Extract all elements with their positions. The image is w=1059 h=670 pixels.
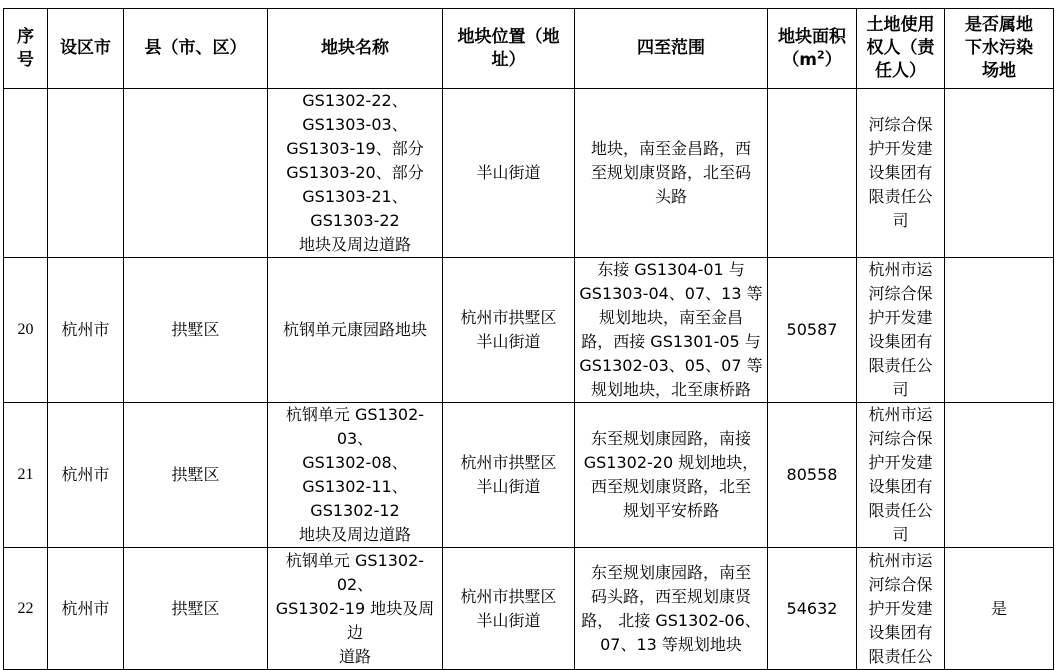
cell-area: 80558	[768, 403, 857, 548]
table-row	[4, 89, 1054, 258]
header-city: 设区市	[48, 9, 124, 89]
header-groundwater: 是否属地 下水污染 场地	[945, 9, 1054, 89]
cell-bounds: 地块，南至金昌路，西 至规划康贤路，北至码 头路	[575, 89, 768, 258]
header-owner: 土地使用 权人（责 任人）	[857, 9, 945, 89]
cell-groundwater	[945, 258, 1054, 403]
header-location: 地块位置（地 址）	[443, 9, 575, 89]
header-row	[4, 9, 1054, 89]
land-parcel-table	[3, 8, 1054, 670]
cell-county	[124, 89, 268, 258]
cell-city: 杭州市	[48, 548, 124, 670]
cell-area: 50587	[768, 258, 857, 403]
cell-county: 拱墅区	[124, 548, 268, 670]
header-bounds: 四至范围	[575, 9, 768, 89]
cell-city	[48, 89, 124, 258]
cell-city: 杭州市	[48, 403, 124, 548]
cell-bounds: 东至规划康园路，南接 GS1302-20 规划地块， 西至规划康贤路，北至 规划平安桥路	[575, 403, 768, 548]
cell-area	[768, 89, 857, 258]
cell-county: 拱墅区	[124, 403, 268, 548]
cell-name: 杭钢单元 GS1302-02、 GS1302-19 地块及周边 道路	[268, 548, 443, 670]
cell-name: 杭钢单元 GS1302-03、 GS1302-08、 GS1302-11、GS1302-12 地块及周边道路	[268, 403, 443, 548]
cell-seq: 22	[4, 548, 48, 670]
cell-seq: 21	[4, 403, 48, 548]
cell-name: GS1302-22、 GS1303-03、 GS1303-19、部分 GS1303-20、部分 GS1303-21、GS1303-22 地块及周边道路	[268, 89, 443, 258]
cell-bounds: 东接 GS1304-01 与 GS1303-04、07、13 等 规划地块，南至金昌 路，西接 GS1301-05 与 GS1302-03、05、07 等 规划地块，北至康桥路	[575, 258, 768, 403]
cell-name: 杭钢单元康园路地块	[268, 258, 443, 403]
header-county: 县（市、区）	[124, 9, 268, 89]
cell-groundwater	[945, 89, 1054, 258]
cell-county: 拱墅区	[124, 258, 268, 403]
cell-location: 杭州市拱墅区 半山街道	[443, 258, 575, 403]
cell-groundwater	[945, 403, 1054, 548]
cell-city: 杭州市	[48, 258, 124, 403]
cell-owner: 河综合保 护开发建 设集团有 限责任公 司	[857, 89, 945, 258]
cell-owner: 杭州市运 河综合保 护开发建 设集团有 限责任公	[857, 548, 945, 670]
cell-bounds: 东至规划康园路，南至 码头路，西至规划康贤 路， 北接 GS1302-06、 07、13 等规划地块	[575, 548, 768, 670]
cell-seq: 20	[4, 258, 48, 403]
cell-location: 杭州市拱墅区 半山街道	[443, 403, 575, 548]
table-row	[4, 548, 1054, 670]
header-name: 地块名称	[268, 9, 443, 89]
cell-seq	[4, 89, 48, 258]
cell-area: 54632	[768, 548, 857, 670]
cell-groundwater: 是	[945, 548, 1054, 670]
cell-location: 半山街道	[443, 89, 575, 258]
header-area: 地块面积 $(m^2)$	[768, 9, 857, 89]
table-row	[4, 403, 1054, 548]
header-seq: 序 号	[4, 9, 48, 89]
cell-location: 杭州市拱墅区 半山街道	[443, 548, 575, 670]
cell-owner: 杭州市运 河综合保 护开发建 设集团有 限责任公 司	[857, 403, 945, 548]
cell-owner: 杭州市运 河综合保 护开发建 设集团有 限责任公 司	[857, 258, 945, 403]
table-row	[4, 258, 1054, 403]
